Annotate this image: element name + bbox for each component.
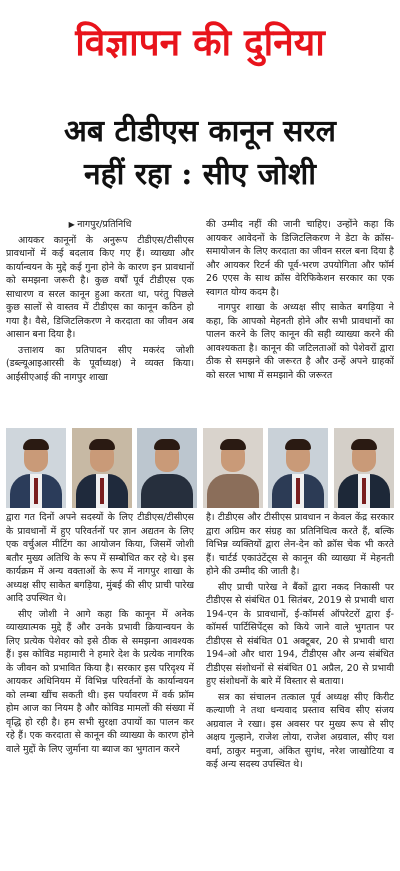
article-headline (30, 110, 370, 196)
paragraph: उत्ताशय का प्रतिपादन सीए मकरंद जोशी (डब्ल्यूआइआरसी के पूर्वाध्यक्ष) ने व्यक्त किया। आईसीएआई की नागपुर शाखा (6, 344, 194, 383)
paragraph: सत्र का संचालन तत्काल पूर्व अध्यक्ष सीए किरीट कल्याणी ने तथा धन्यवाद प्रस्ताव सचिव सीए संजय अग्रवाल ने रखा। इस अवसर पर मुख्य रूप से सीए अक्षय गुल्हाने, राजेश लोया, राजेश अग्रवाल, सीए यश वर्मा, ठाकुर मनुजा, अंकित सुगंध, नरेश जाखोटिया व कई अन्य सदस्य उपस्थित थे। (206, 691, 394, 770)
paragraph: की उम्मीद नहीं की जानी चाहिए। उन्होंने कहा कि आयकर आवेदनों के डिजिटलिकरण ने डेटा के क्रॉस-समायोजन के लिए करदाता का जीवन सरल बना दिया है और आयकर रिटर्न की पूर्व-भरण उपयोगिता और फॉर्म 26 एएस के साथ क्रॉस वेरिफिकेशन सरकार का एक स्वागत योग्य कदम है। (206, 219, 394, 298)
article-column-1 (6, 218, 194, 423)
headline-line-1: अब टीडीएस कानून सरल (64, 114, 336, 149)
speaker-photo (203, 428, 263, 508)
speaker-photo (137, 428, 197, 508)
article-column-2 (206, 218, 394, 423)
paragraph: द्वारा गत दिनों अपने सदस्यों के लिए टीडीएस/टीसीएस के प्रावधानों में हुए परिवर्तनों पर ज्ञान अद्यतन के लिए एक वर्चुअल मीटिंग का आयोजन किया, जिसमें जोशी बतौर मुख्य अतिथि के रूप में सम्बोधित कर रहे थे। इस कार्यक्रम में अन्य वक्ताओं के रूप में नागपुर शाखा के अध्यक्ष सीए साकेत बगड़िया, मुंबई की सीए प्राची पारेख आदि उपस्थित थे। (6, 512, 194, 604)
paragraph: नागपुर शाखा के अध्यक्ष सीए साकेत बगड़िया ने कहा, कि आपको मेहनती होने और सभी प्रावधानों का पालन करने के लिए कानून की सही व्याख्या करने की आवश्यकता है। कानून की जटिलताओं को पेशेवरों द्वारा ठीक से समझने की जरूरत है और उन्हें अपने ग्राहकों को सरल भाषा में समझाने की जरूरत (206, 302, 394, 381)
paragraph: सीए प्राची पारेख ने बैंकों द्वारा नकद निकासी पर टीडीएस से संबंधित 01 सितंबर, 2019 से प्रभावी धारा 194-एन के प्रावधानों, ई-कॉमर्स ऑपरेटरों द्वारा ई-कॉमर्स पार्टिसिपेंट्स को किये जाने वाले भुगतान पर टीडीएस से संबंधित 01 अक्टूबर, 20 से प्रभावी धारा 194-ओ और धारा 194, टीडीएस और अन्य संबंधित टीडीएस संशोधनों से संबंधित 01 अप्रैल, 20 से प्रभावी हुए संशोधनों के बारे में विस्तार से बताया। (206, 581, 394, 687)
speaker-photo (72, 428, 132, 508)
article-column-4 (206, 511, 394, 869)
paragraph: है। टीडीएस और टीसीएस प्रावधान न केवल केंद्र सरकार द्वारा अग्रिम कर संग्रह का प्रतिनिधित्व करते हैं, बल्कि विभिन्न व्यक्तियों द्वारा लेन-देन को क्रॉस चेक भी करते हैं। चार्टर्ड एकाउंटेंट्स से कानून की व्याख्या में मेहनती होने की उम्मीद की जाती है। (206, 512, 394, 577)
headline-line-2: नहीं रहा : सीए जोशी (83, 157, 316, 192)
paragraph: सीए जोशी ने आगे कहा कि कानून में अनेक व्याख्यात्मक मुद्दे हैं और उनके प्रभावी क्रियान्वयन के लिए प्रत्येक पेशेवर को इसे ठीक से समझना आवश्यक हैं। इस कोविड महामारी ने हमारे देश के प्रत्येक नागरिक के जीवन को प्रभावित किया है। सरकार इस परिदृश्य में आयकर अधिनियम में विभिन्न परिवर्तनों के कार्यान्वयन को लम्बा खींच सकती थी। इस पर्यावरण में वर्क फ्रॉम होम आज का नियम है और कोविड मामलों की संख्या में वृद्धि हो रही है। हम सभी सुरक्षा उपायों का पालन कर रहे हैं। एक करदाता से कानून की व्याख्या के कारण होने वाले मुद्दों के लिए जुर्माना या ब्याज का भुगतान करने (6, 608, 194, 755)
speaker-photo-strip (6, 428, 394, 508)
newspaper-masthead (0, 0, 400, 86)
speaker-photo (268, 428, 328, 508)
article-column-3 (6, 511, 194, 869)
masthead-title: विज्ञापन की दुनिया (75, 21, 325, 64)
speaker-photo (6, 428, 66, 508)
paragraph: आयकर कानूनों के अनुरूप टीडीएस/टीसीएस प्रावधानों में कई बदलाव किए गए हैं। व्याख्या और कार्यान्वयन के मुद्दे कई गुना होने के कारण इन प्रावधानों को समझना जरूरी है। कुछ वर्षों पूर्व टीडीएस एक साधारण व सरल कानून हुआ करता था, परंतु पिछले कुछ सालों से वास्तव में टीडीएस का कानून कठिन हो गया है। वैसे, डिजिटलिकरण ने करदाता का जीवन अब आसान बना दिया है। (6, 234, 194, 340)
speaker-photo (334, 428, 394, 508)
dateline: ▶ नागपुर/प्रतिनिधि (6, 218, 194, 232)
